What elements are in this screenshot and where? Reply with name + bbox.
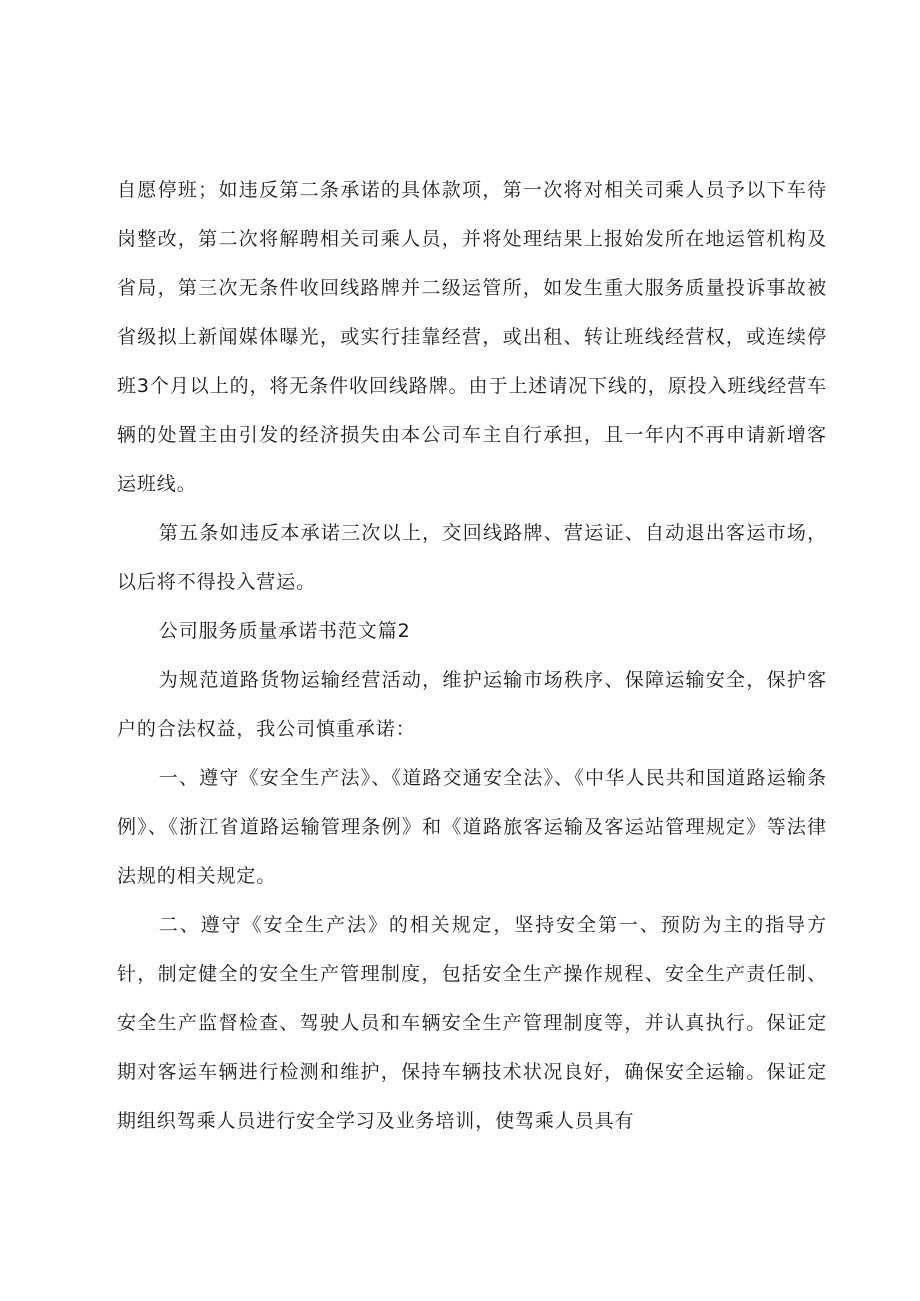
document-body — [117, 166, 827, 1146]
paragraph-item-one: 一、遵守《安全生产法》、《道路交通安全法》、《中华人民共和国道路运输条例》、《浙江省道路运输管理条例》和《道路旅客运输及客运站管理规定》等法律法规的相关规定。 — [117, 767, 827, 887]
paragraph-continuation: 自愿停班；如违反第二条承诺的具体款项，第一次将对相关司乘人员予以下车待岗整改，第二次将解聘相关司乘人员，并将处理结果上报始发所在地运管机构及省局，第三次无条件收回线路牌并二级运管所，如发生重大服务质量投诉事故被省级拟上新闻媒体曝光，或实行挂靠经营，或出租、转让班线经营权，或连续停班3个月以上的，将无条件收回线路牌。由于上述请况下线的，原投入班线经营车辆的处置主由引发的经济损失由本公司车主自行承担，且一年内不再申请新增客运班线。 — [117, 179, 827, 495]
paragraph-item-two: 二、遵守《安全生产法》的相关规定，坚持安全第一、预防为主的指导方针，制定健全的安全生产管理制度，包括安全生产操作规程、安全生产责任制、安全生产监督检查、驾驶人员和车辆安全生产管理制度等，并认真执行。保证定期对客运车辆进行检测和维护，保持车辆技术状况良好，确保安全运输。保证定期组织驾乘人员进行安全学习及业务培训，使驾乘人员具有 — [117, 914, 827, 1132]
paragraph-article-five: 第五条如违反本承诺三次以上，交回线路牌、营运证、自动退出客运市场，以后将不得投入营运。 — [117, 522, 827, 593]
paragraph-intro: 为规范道路货物运输经营活动，维护运输市场秩序、保障运输安全，保护客户的合法权益，我公司慎重承诺： — [117, 669, 827, 740]
section-heading: 公司服务质量承诺书范文篇2 — [158, 620, 411, 642]
